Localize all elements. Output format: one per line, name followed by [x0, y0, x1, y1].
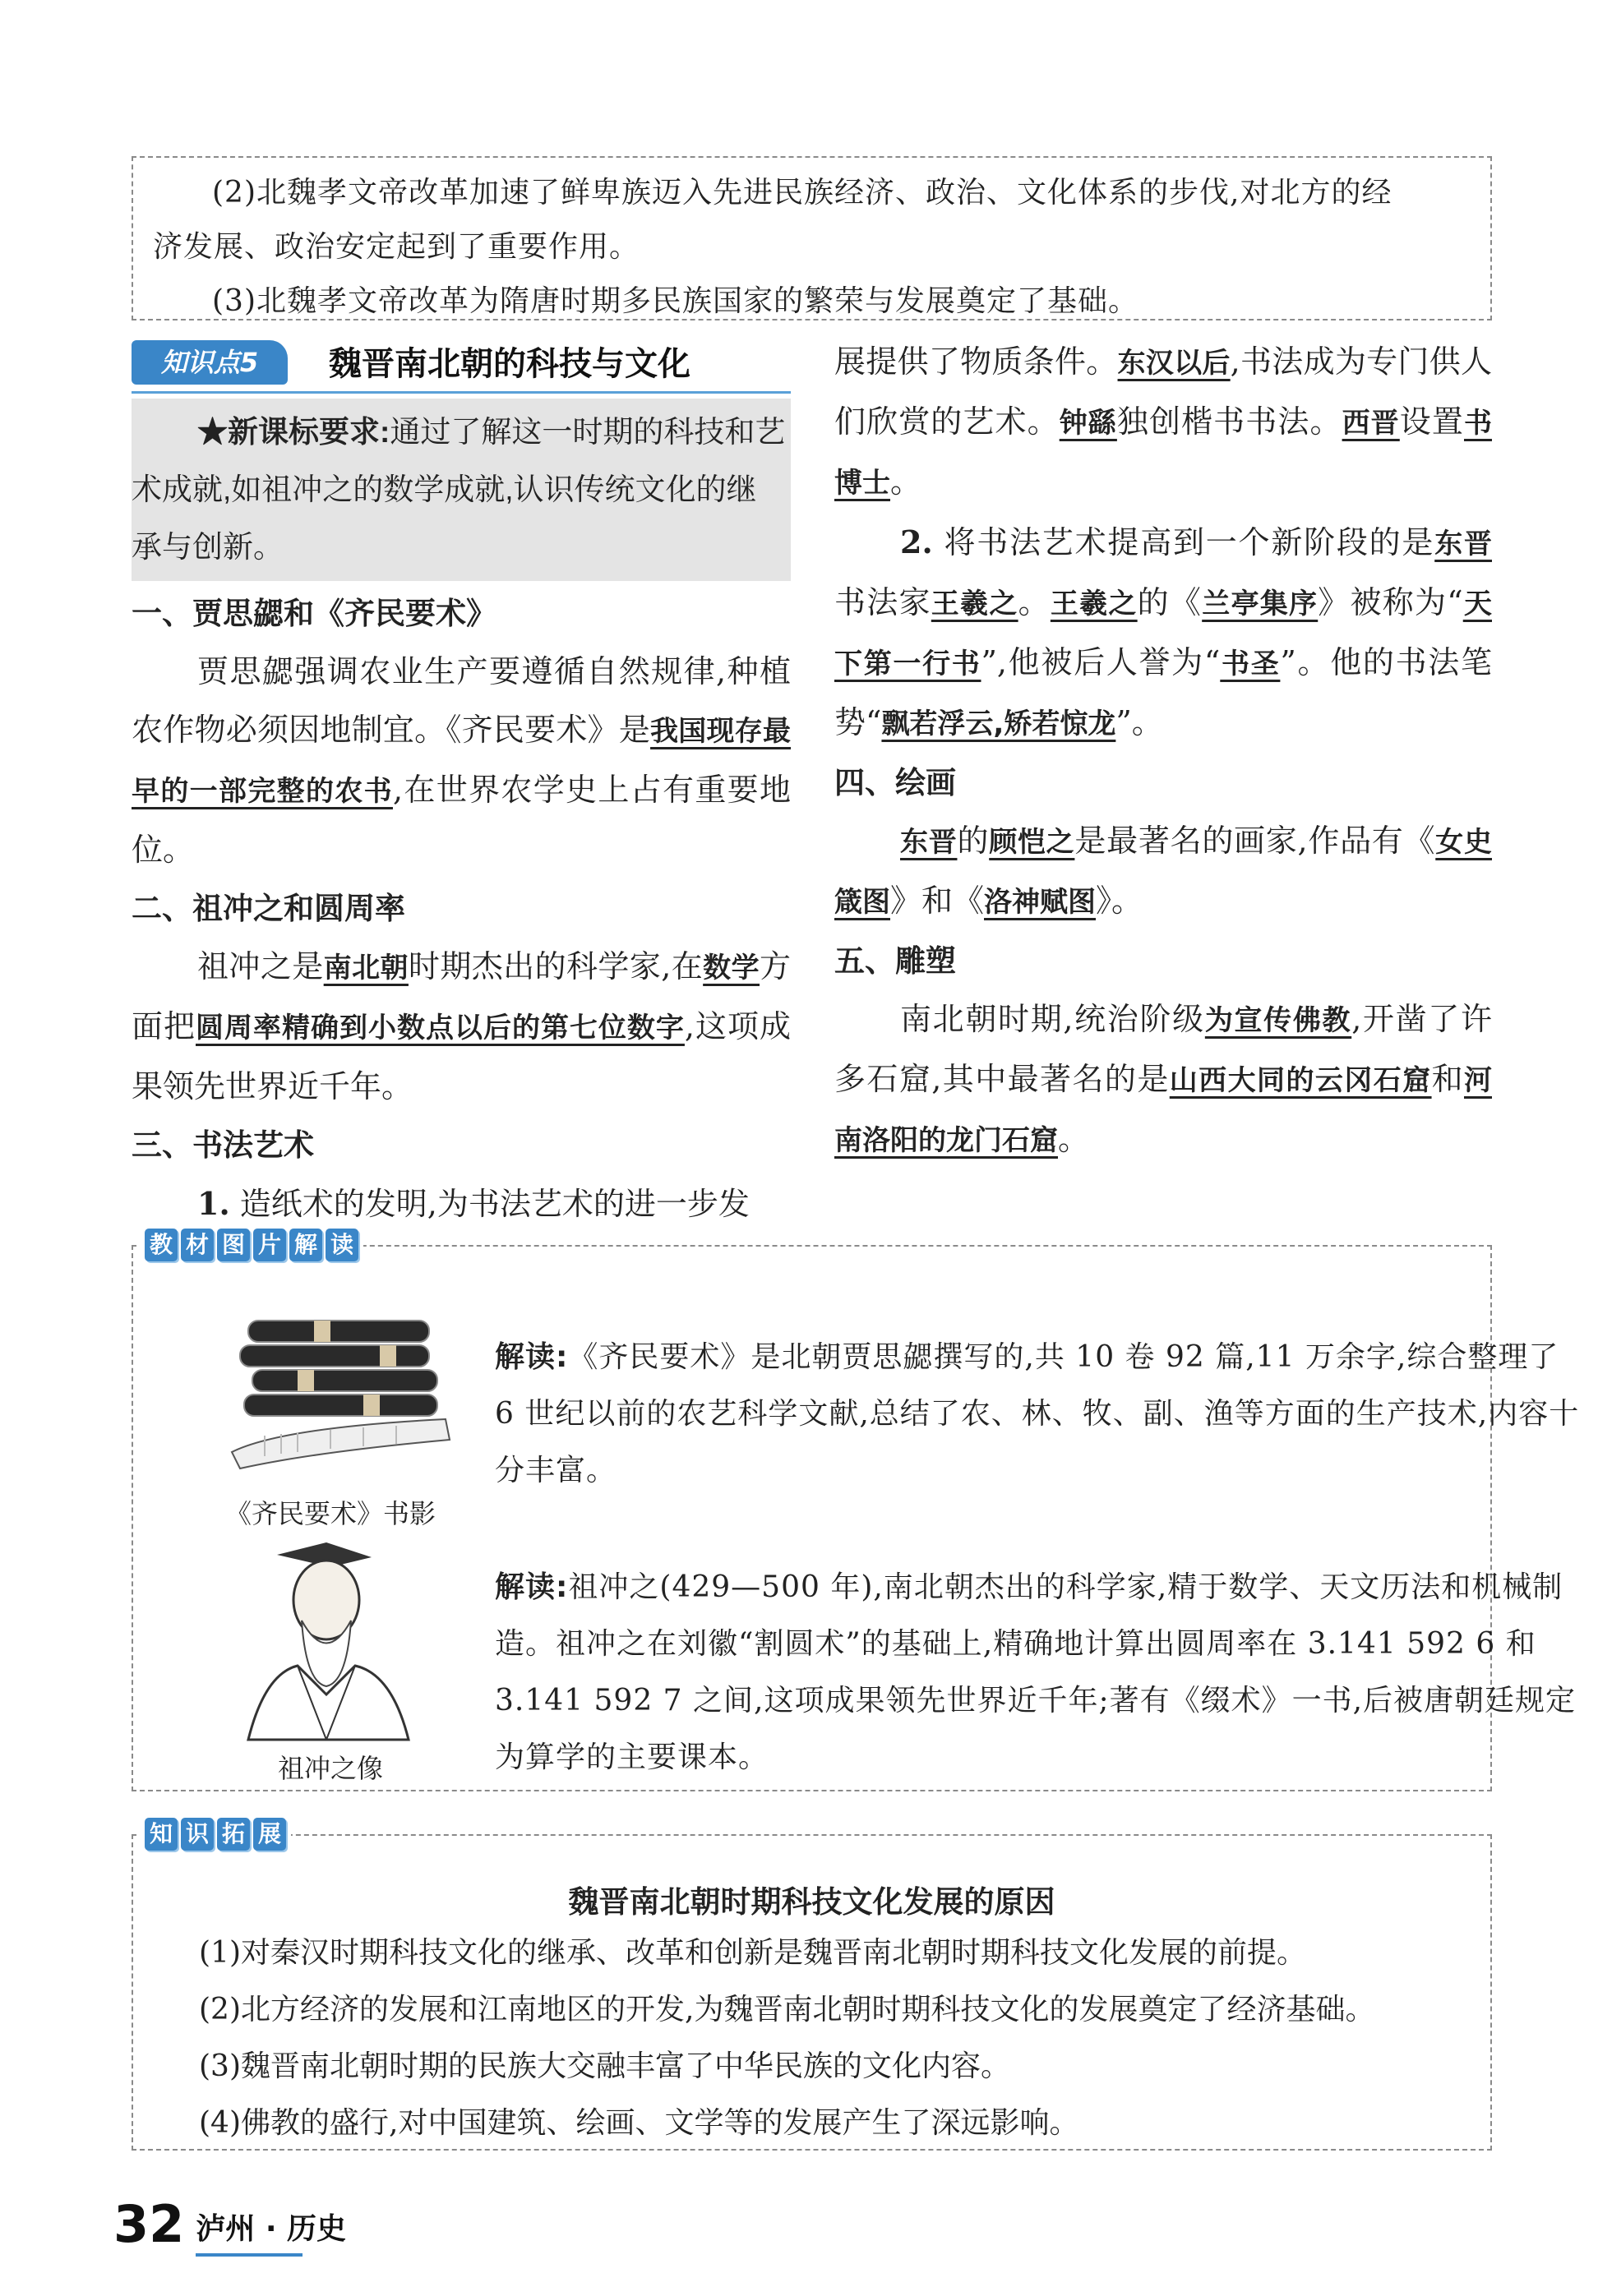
key-point: 天下第一行书 — [834, 588, 1492, 680]
qimin-yaoshu-book-image — [215, 1296, 454, 1477]
reading-text: 解读:《齐民要术》是北朝贾思勰撰写的,共 10 卷 92 篇,11 万余字,综合整理了 6 世纪以前的农艺科学文献,总结了农、林、牧、副、渔等方面的生产技术,内容十分丰富。 — [495, 1340, 1580, 1487]
paragraph: 展提供了物质条件。东汉以后,书法成为专门供人们欣赏的艺术。钟繇独创楷书书法。西晋设置书博士。 — [834, 343, 1492, 500]
continuation-box — [132, 156, 1492, 320]
key-point: 书博士 — [834, 407, 1492, 500]
subsection-heading: 一、贾思勰和《齐民要术》 — [132, 596, 496, 631]
reading-label: 解读: — [495, 1340, 569, 1374]
subsection-heading: 二、祖冲之和圆周率 — [132, 891, 405, 926]
page-footer — [113, 2194, 347, 2254]
paragraph: 东晋的顾恺之是最著名的画家,作品有《女史箴图》和《洛神赋图》。 — [834, 823, 1492, 919]
key-point: 数学 — [703, 952, 760, 984]
subsection-heading: 三、书法艺术 — [132, 1127, 314, 1163]
subsection-heading: 四、绘画 — [834, 765, 956, 800]
knowledge-extension-box — [132, 1820, 1492, 2151]
page-number: 32 — [113, 2194, 185, 2254]
knowledge-point-tag: 知识点5 — [132, 340, 288, 385]
knowledge-point-header — [132, 337, 791, 394]
key-point: 书圣 — [1220, 648, 1281, 680]
list-item: (4)佛教的盛行,对中国建筑、绘画、文学等的发展产生了深远影响。 — [199, 2106, 1079, 2140]
right-column — [834, 333, 1492, 1170]
key-point: 西晋 — [1342, 407, 1400, 440]
key-point: 兰亭集序 — [1202, 588, 1319, 620]
image-caption: 《齐民要术》书影 — [224, 1498, 436, 1529]
paragraph: 祖冲之是南北朝时期杰出的科学家,在数学方面把圆周率精确到小数点以后的第七位数字,这项成果领先世界近千年。 — [132, 948, 792, 1104]
key-point: 钟繇 — [1059, 407, 1117, 440]
paragraph: 济发展、政治安定起到了重要作用。 — [153, 230, 640, 264]
extension-list — [199, 1925, 1489, 2151]
extension-title: 魏晋南北朝时期科技文化发展的原因 — [568, 1884, 1055, 1920]
requirement-text: 通过了解这一时期的科技和艺术成就,如祖冲之的数学成就,认识传统文化的继承与创新。 — [132, 415, 786, 564]
key-point: 河南洛阳的龙门石窟 — [834, 1064, 1492, 1157]
key-point: 王羲之 — [931, 588, 1018, 620]
key-point: 南北朝 — [323, 952, 409, 984]
key-point: 我国现存最早的一部完整的农书 — [132, 715, 791, 808]
paragraph: 1. 造纸术的发明,为书法艺术的进一步发 — [197, 1185, 750, 1222]
section-title: 魏晋南北朝的科技与文化 — [329, 345, 690, 383]
paragraph: 贾思勰强调农业生产要遵循自然规律,种植农作物必须因地制宜。《齐民要术》是我国现存最早的一部完整的农书,在世界农学史上占有重要地位。 — [132, 653, 791, 868]
image-caption: 祖冲之像 — [277, 1753, 383, 1784]
list-item: (2)北方经济的发展和江南地区的开发,为魏晋南北朝时期科技文化的发展奠定了经济基础。 — [199, 1993, 1375, 2026]
key-point: 为宣传佛教 — [1204, 1004, 1352, 1037]
key-point: 东汉以后 — [1117, 347, 1231, 380]
key-point: 东晋 — [900, 826, 958, 859]
subsection-heading: 五、雕塑 — [834, 943, 956, 979]
curriculum-requirement — [132, 399, 791, 581]
key-point: 东晋 — [1434, 528, 1492, 560]
box-tag: 知 识 拓 展 — [140, 1818, 291, 1851]
key-point: 女史箴图 — [834, 826, 1492, 919]
key-point: 飘若浮云,矫若惊龙 — [881, 708, 1116, 740]
paragraph: 2. 将书法艺术提高到一个新阶段的是东晋书法家王羲之。王羲之的《兰亭集序》被称为“天下第一行书”,他被后人誉为“书圣”。他的书法笔势“飘若浮云,矫若惊龙”。 — [834, 523, 1492, 740]
box-tag: 教 材 图 片 解 读 — [140, 1229, 363, 1261]
list-item: (3)魏晋南北朝时期的民族大交融丰富了中华民族的文化内容。 — [199, 2049, 1010, 2083]
key-point: 洛神赋图 — [984, 886, 1097, 919]
key-point: 圆周率精确到小数点以后的第七位数字 — [196, 1012, 685, 1044]
requirement-label: ★新课标要求: — [197, 415, 390, 449]
book-title: 泸州 · 历史 — [196, 2211, 346, 2250]
key-point: 王羲之 — [1050, 588, 1138, 620]
zu-chongzhi-portrait — [232, 1542, 421, 1744]
left-column — [132, 337, 791, 1233]
reading-text: 解读:祖冲之(429—500 年),南北朝杰出的科学家,精于数学、天文历法和机械制造。祖冲之在刘徽“割圆术”的基础上,精确地计算出圆周率在 3.141 592 6 和 3.141 592 7 之间,这项成果领先世界近千年;著有《缀术》一书,后被唐朝廷规定为算学的主要课本。 — [495, 1570, 1577, 1774]
paragraph: (3)北魏孝文帝改革为隋唐时期多民族国家的繁荣与发展奠定了基础。 — [212, 284, 1138, 318]
paragraph: 南北朝时期,统治阶级为宣传佛教,开凿了许多石窟,其中最著名的是山西大同的云冈石窟和河南洛阳的龙门石窟。 — [834, 1001, 1492, 1157]
list-item: (1)对秦汉时期科技文化的继承、改革和创新是魏晋南北朝时期科技文化发展的前提。 — [199, 1936, 1306, 1970]
textbook-picture-reading-box — [132, 1231, 1580, 1791]
paragraph: (2)北魏孝文帝改革加速了鲜卑族迈入先进民族经济、政治、文化体系的步伐,对北方的经 — [212, 176, 1392, 210]
key-point: 顾恺之 — [989, 826, 1075, 859]
key-point: 山西大同的云冈石窟 — [1169, 1064, 1432, 1097]
reading-label: 解读: — [495, 1570, 569, 1604]
